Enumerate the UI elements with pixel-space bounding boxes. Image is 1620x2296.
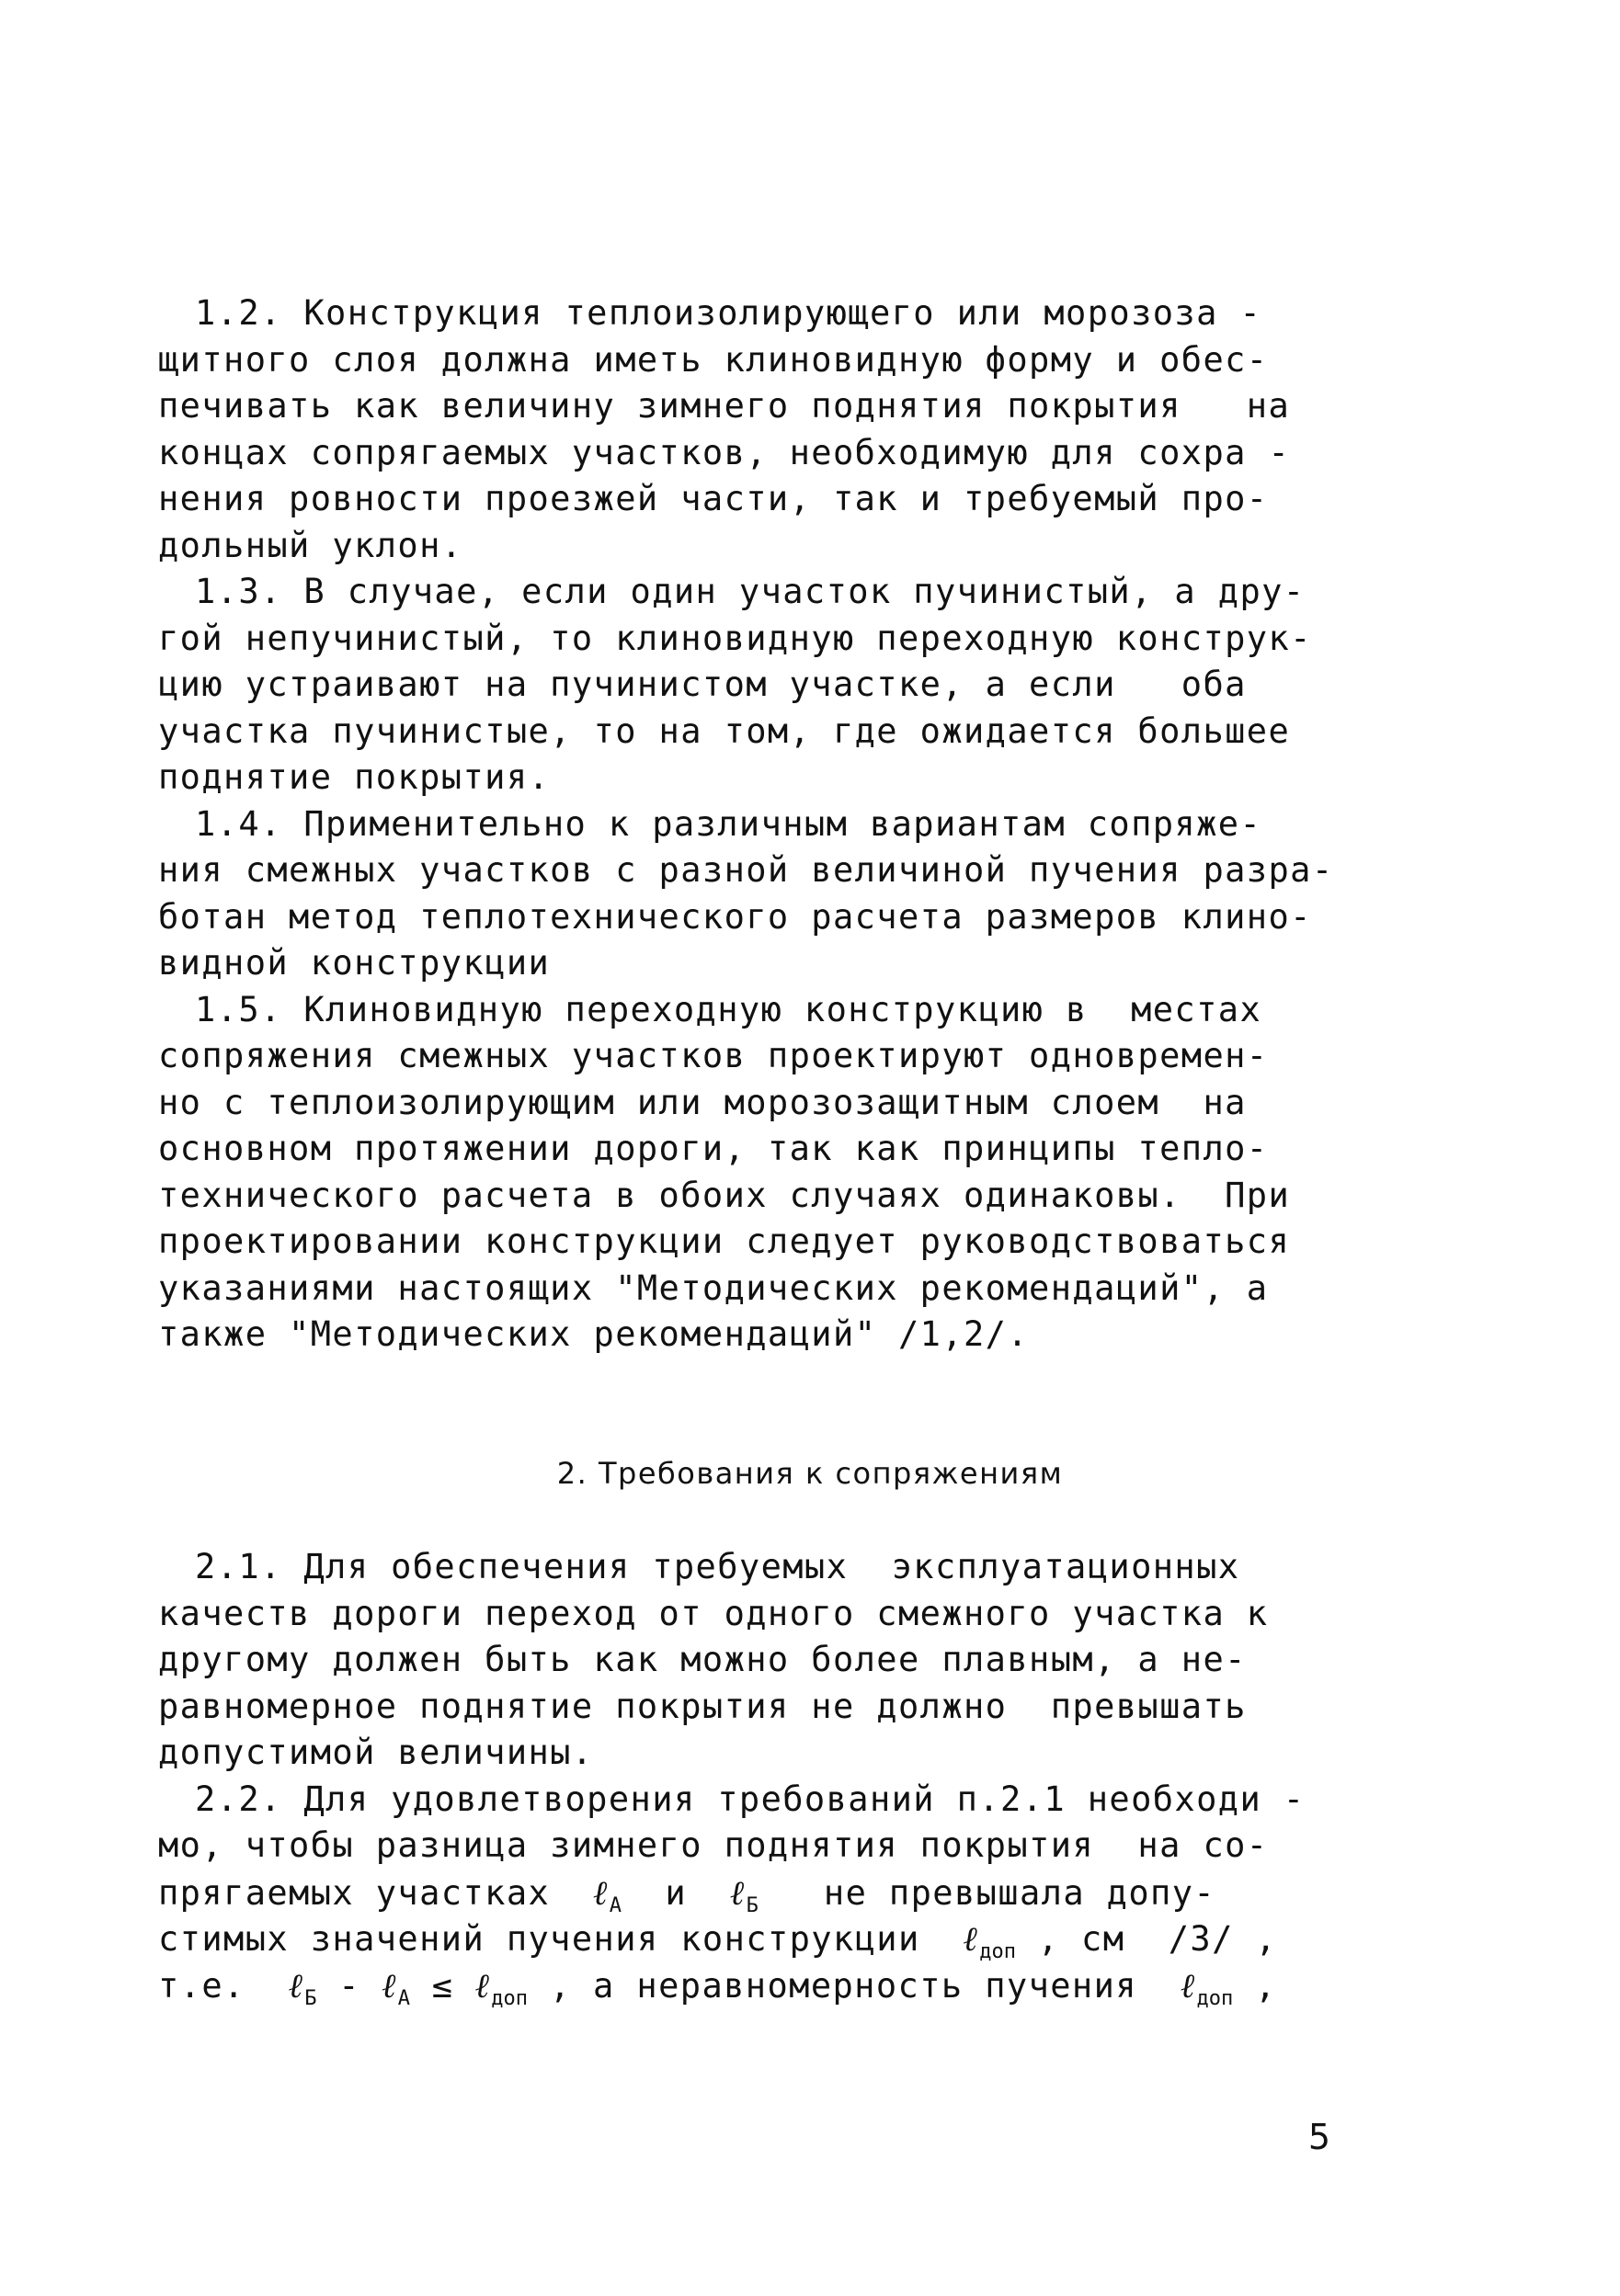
text-line: также "Методических рекомендаций" /1,2/.: [158, 1314, 1030, 1354]
text-line: основном протяжении дороги, так как принципы тепло-: [158, 1129, 1269, 1168]
formula-symbol-l: ℓ: [730, 1871, 747, 1913]
paragraph-2-2: [158, 1777, 1353, 2009]
text-fragment: , см /3/ ,: [1015, 1919, 1278, 1959]
paragraph-1-4: [158, 801, 1353, 987]
text-line: цию устраивают на пучинистом участке, а если оба: [158, 665, 1247, 704]
text-line: поднятие покрытия.: [158, 757, 551, 797]
text-line: другому должен быть как можно более плавным, а не-: [158, 1640, 1247, 1679]
text-line: технического расчета в обоих случаях одинаковы. При: [158, 1175, 1291, 1215]
text-fragment: -: [316, 1965, 382, 2006]
formula-symbol-l: ℓ: [289, 1964, 305, 2006]
text-line-with-formula: [158, 1915, 1353, 1962]
text-line: ния смежных участков с разной величиной пучения разра-: [158, 850, 1334, 890]
formula-symbol-l: ℓ: [964, 1918, 980, 1959]
text-fragment: т.е.: [158, 1965, 290, 2006]
subscript-b: Б: [746, 1893, 759, 1917]
text-line: допустимой величины.: [158, 1733, 594, 1772]
text-line: равномерное поднятие покрытия не должно превышать: [158, 1686, 1247, 1726]
text-line: 1.2. Конструкция теплоизолирующего или морозоза -: [195, 293, 1262, 333]
text-fragment: не превышала допу-: [758, 1872, 1216, 1913]
subscript-b: Б: [304, 1986, 317, 2010]
text-line: щитного слоя должна иметь клиновидную форму и обес-: [158, 339, 1269, 380]
subscript-dop: доп: [491, 1986, 529, 2010]
text-line: но с теплоизолирующим или морозозащитным слоем на: [158, 1082, 1247, 1122]
formula-symbol-l: ℓ: [1181, 1964, 1197, 2006]
paragraph-1-3: [158, 569, 1353, 801]
paragraph-1-2: [158, 290, 1353, 569]
text-line: участка пучинистые, то на том, где ожидается большее: [158, 710, 1291, 751]
text-line: мо, чтобы разница зимнего поднятия покрытия на со-: [158, 1825, 1269, 1865]
text-line: 1.4. Применительно к различным вариантам сопряже-: [195, 803, 1262, 844]
text-line: нения ровности проезжей части, так и требуемый про-: [158, 479, 1269, 518]
text-line: видной конструкции: [158, 943, 551, 983]
text-fragment: стимых значений пучения конструкции: [158, 1919, 964, 1959]
formula-symbol-l: ℓ: [475, 1964, 492, 2006]
text-line-with-formula: [158, 1870, 1353, 1916]
subscript-dop: доп: [979, 1940, 1016, 1963]
section-heading: 2. Требования к сопряжениям: [556, 1456, 1064, 1491]
formula-symbol-l: ℓ: [382, 1964, 398, 2006]
text-line: 2.1. Для обеспечения требуемых эксплуатационных: [195, 1547, 1240, 1586]
text-line: ботан метод теплотехнического расчета размеров клино-: [158, 896, 1312, 937]
text-fragment: ≤: [410, 1965, 476, 2006]
paragraph-2-1: [158, 1544, 1353, 1777]
text-fragment: , а неравномерность пучения: [528, 1965, 1181, 2006]
text-line-with-formula: [158, 1962, 1353, 2009]
text-line: 2.2. Для удовлетворения требований п.2.1 необходи -: [195, 1779, 1306, 1819]
subscript-dop: доп: [1196, 1986, 1234, 2010]
text-fragment: и: [622, 1872, 731, 1913]
text-line: 1.5. Клиновидную переходную конструкцию в местах: [195, 989, 1262, 1029]
text-line: концах сопрягаемых участков, необходимую для сохра -: [158, 432, 1291, 472]
text-line: качеств дороги переход от одного смежного участка к: [158, 1593, 1269, 1633]
text-line: проектировании конструкции следует руководствоваться: [158, 1222, 1291, 1261]
text-line: 1.3. В случае, если один участок пучинистый, а дру-: [195, 572, 1306, 611]
section-1-text: [158, 290, 1353, 1358]
text-line: указаниями настоящих "Методических рекомендаций", а: [158, 1267, 1269, 1308]
text-line: гой непучинистый, то клиновидную переходную конструк-: [158, 618, 1312, 658]
text-line: дольный уклон.: [158, 525, 463, 565]
page-number: 5: [1307, 2117, 1331, 2157]
paragraph-1-5: [158, 987, 1353, 1358]
section-2-text: [158, 1544, 1353, 2008]
formula-symbol-l: ℓ: [593, 1871, 610, 1913]
text-line: печивать как величину зимнего поднятия покрытия на: [158, 386, 1291, 426]
text-line: сопряжения смежных участков проектируют одновремен-: [158, 1036, 1269, 1075]
text-fragment: прягаемых участках: [158, 1872, 594, 1913]
subscript-a: А: [397, 1986, 411, 2010]
text-fragment: ,: [1233, 1965, 1277, 2006]
subscript-a: А: [609, 1893, 622, 1917]
